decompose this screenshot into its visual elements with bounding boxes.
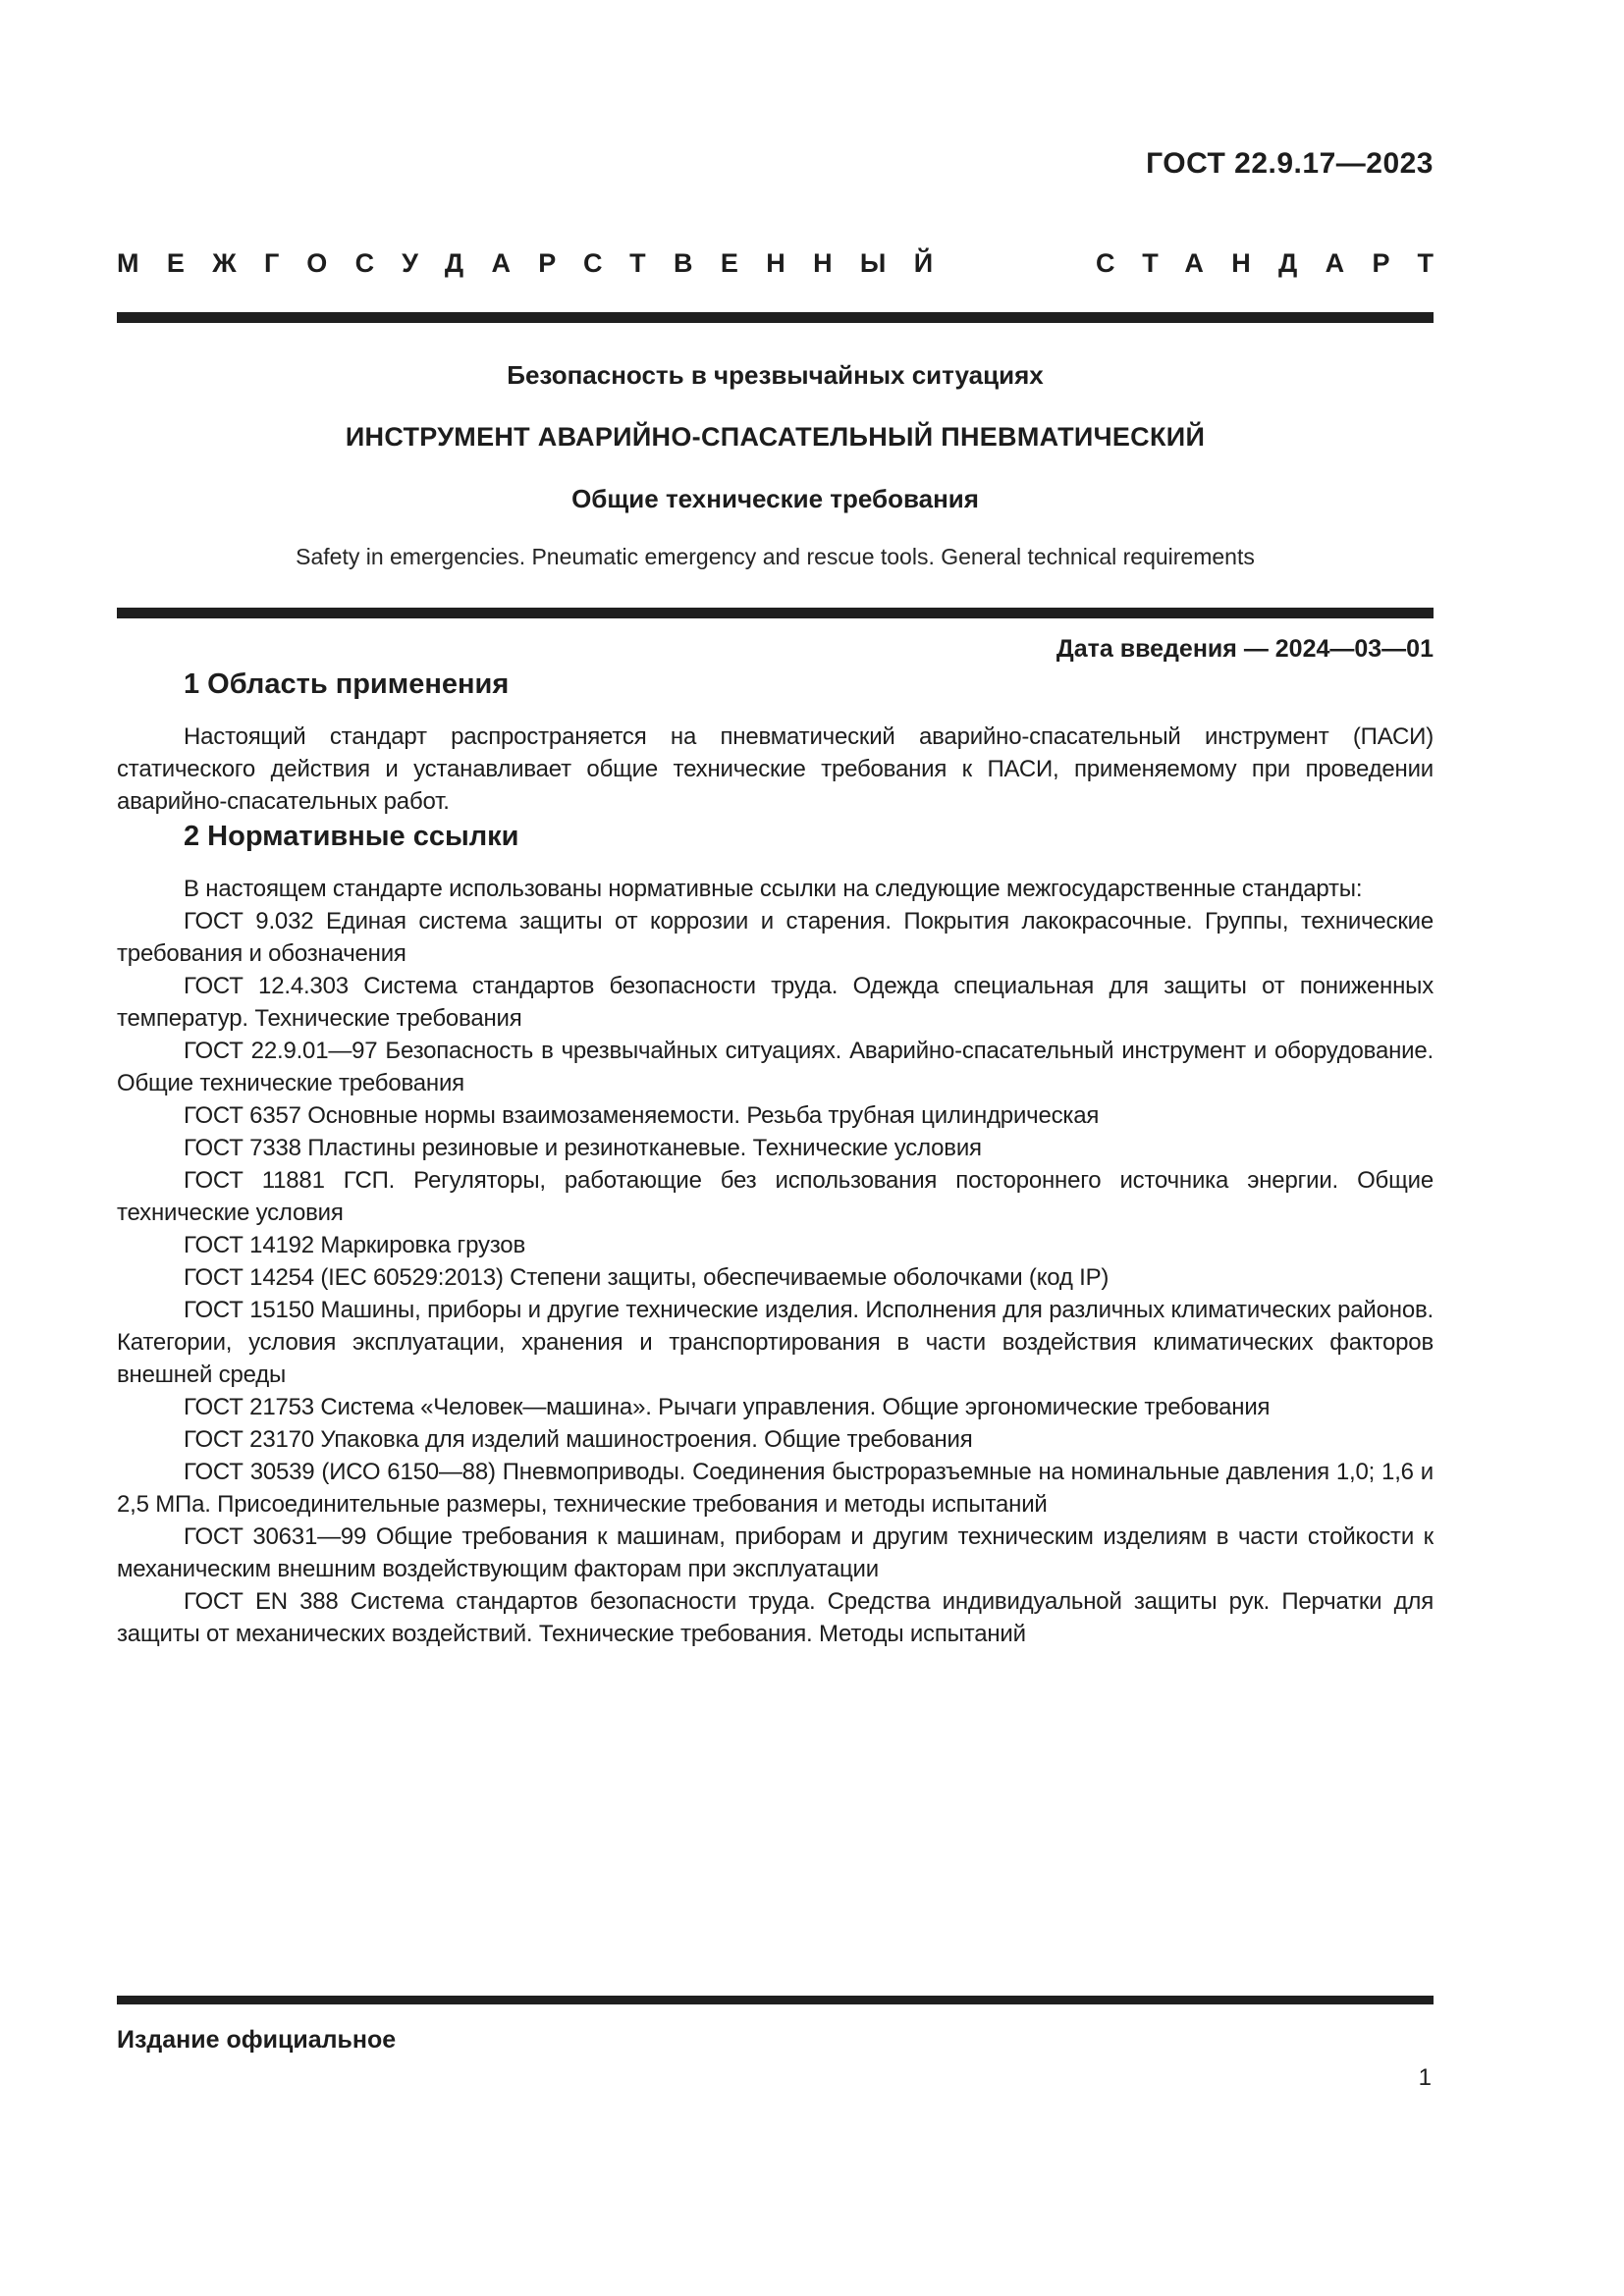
reference-item: ГОСТ 23170 Упаковка для изделий машиностроения. Общие требования [184, 1426, 973, 1453]
title-subtitle: Общие технические требования [571, 484, 979, 513]
section-heading-scope: 1 Область применения [184, 668, 510, 700]
references-intro: В настоящем стандарте использованы нормативные ссылки на следующие межгосударственные стандарты: [184, 876, 1363, 902]
section-heading-normative-references: 2 Нормативные ссылки [184, 821, 519, 852]
reference-item: ГОСТ 12.4.303 Система стандартов безопасности труда. Одежда специальная для защиты от пониженных температур. Технические требования [117, 973, 1434, 1032]
banner-word-standard: СТАНДАРТ [1096, 248, 1462, 278]
scope-paragraph: Настоящий стандарт распространяется на пневматический аварийно-спасательный инструмент (ПАСИ) статического действия и устанавливает общие технические требования к ПАСИ, применяемому при проведении аварийно-спасательных работ. [117, 723, 1434, 815]
title-subject: Безопасность в чрезвычайных ситуациях [507, 360, 1044, 390]
title-english: Safety in emergencies. Pneumatic emergency and rescue tools. General technical requirements [296, 544, 1255, 569]
standard-number: ГОСТ 22.9.17—2023 [1146, 147, 1434, 180]
reference-item: ГОСТ 30631—99 Общие требования к машинам, приборам и другим техническим изделиям в части стойкости к механическим внешним воздействующим факторам при эксплуатации [117, 1523, 1434, 1582]
reference-item: ГОСТ 21753 Система «Человек—машина». Рычаги управления. Общие эргономические требования [184, 1394, 1271, 1420]
effective-date: Дата введения — 2024—03—01 [1056, 635, 1434, 663]
title-main: ИНСТРУМЕНТ АВАРИЙНО-СПАСАТЕЛЬНЫЙ ПНЕВМАТИЧЕСКИЙ [345, 422, 1206, 452]
horizontal-rule-top [117, 312, 1434, 323]
reference-item: ГОСТ EN 388 Система стандартов безопасности труда. Средства индивидуальной защиты рук. Перчатки для защиты от механических воздействий. Технические требования. Методы испытаний [117, 1588, 1434, 1647]
reference-item: ГОСТ 22.9.01—97 Безопасность в чрезвычайных ситуациях. Аварийно-спасательный инструмент и оборудование. Общие технические требования [117, 1038, 1434, 1096]
reference-item: ГОСТ 15150 Машины, приборы и другие технические изделия. Исполнения для различных климатических районов. Категории, условия эксплуатации, хранения и транспортирования в части воздействия климатических факторов внешней среды [117, 1297, 1434, 1388]
horizontal-rule-footer [117, 1996, 1434, 2004]
reference-item: ГОСТ 30539 (ИСО 6150—88) Пневмоприводы. Соединения быстроразъемные на номинальные давления 1,0; 1,6 и 2,5 МПа. Присоединительные размеры, технические требования и методы испытаний [117, 1459, 1434, 1518]
reference-item: ГОСТ 7338 Пластины резиновые и резинотканевые. Технические условия [184, 1135, 982, 1161]
reference-item: ГОСТ 14254 (IEC 60529:2013) Степени защиты, обеспечиваемые оболочками (код IP) [184, 1264, 1110, 1291]
reference-item: ГОСТ 9.032 Единая система защиты от коррозии и старения. Покрытия лакокрасочные. Группы, технические требования и обозначения [117, 908, 1434, 967]
reference-item: ГОСТ 14192 Маркировка грузов [184, 1232, 526, 1258]
standard-type-banner [117, 243, 1462, 283]
banner-word-interstate: МЕЖГОСУДАРСТВЕННЫЙ [117, 248, 961, 278]
horizontal-rule-middle [117, 608, 1434, 618]
page-number: 1 [1418, 2064, 1432, 2091]
reference-item: ГОСТ 6357 Основные нормы взаимозаменяемости. Резьба трубная цилиндрическая [184, 1102, 1100, 1129]
edition-note: Издание официальное [117, 2026, 397, 2054]
reference-item: ГОСТ 11881 ГСП. Регуляторы, работающие без использования постороннего источника энергии. Общие технические условия [117, 1167, 1434, 1226]
